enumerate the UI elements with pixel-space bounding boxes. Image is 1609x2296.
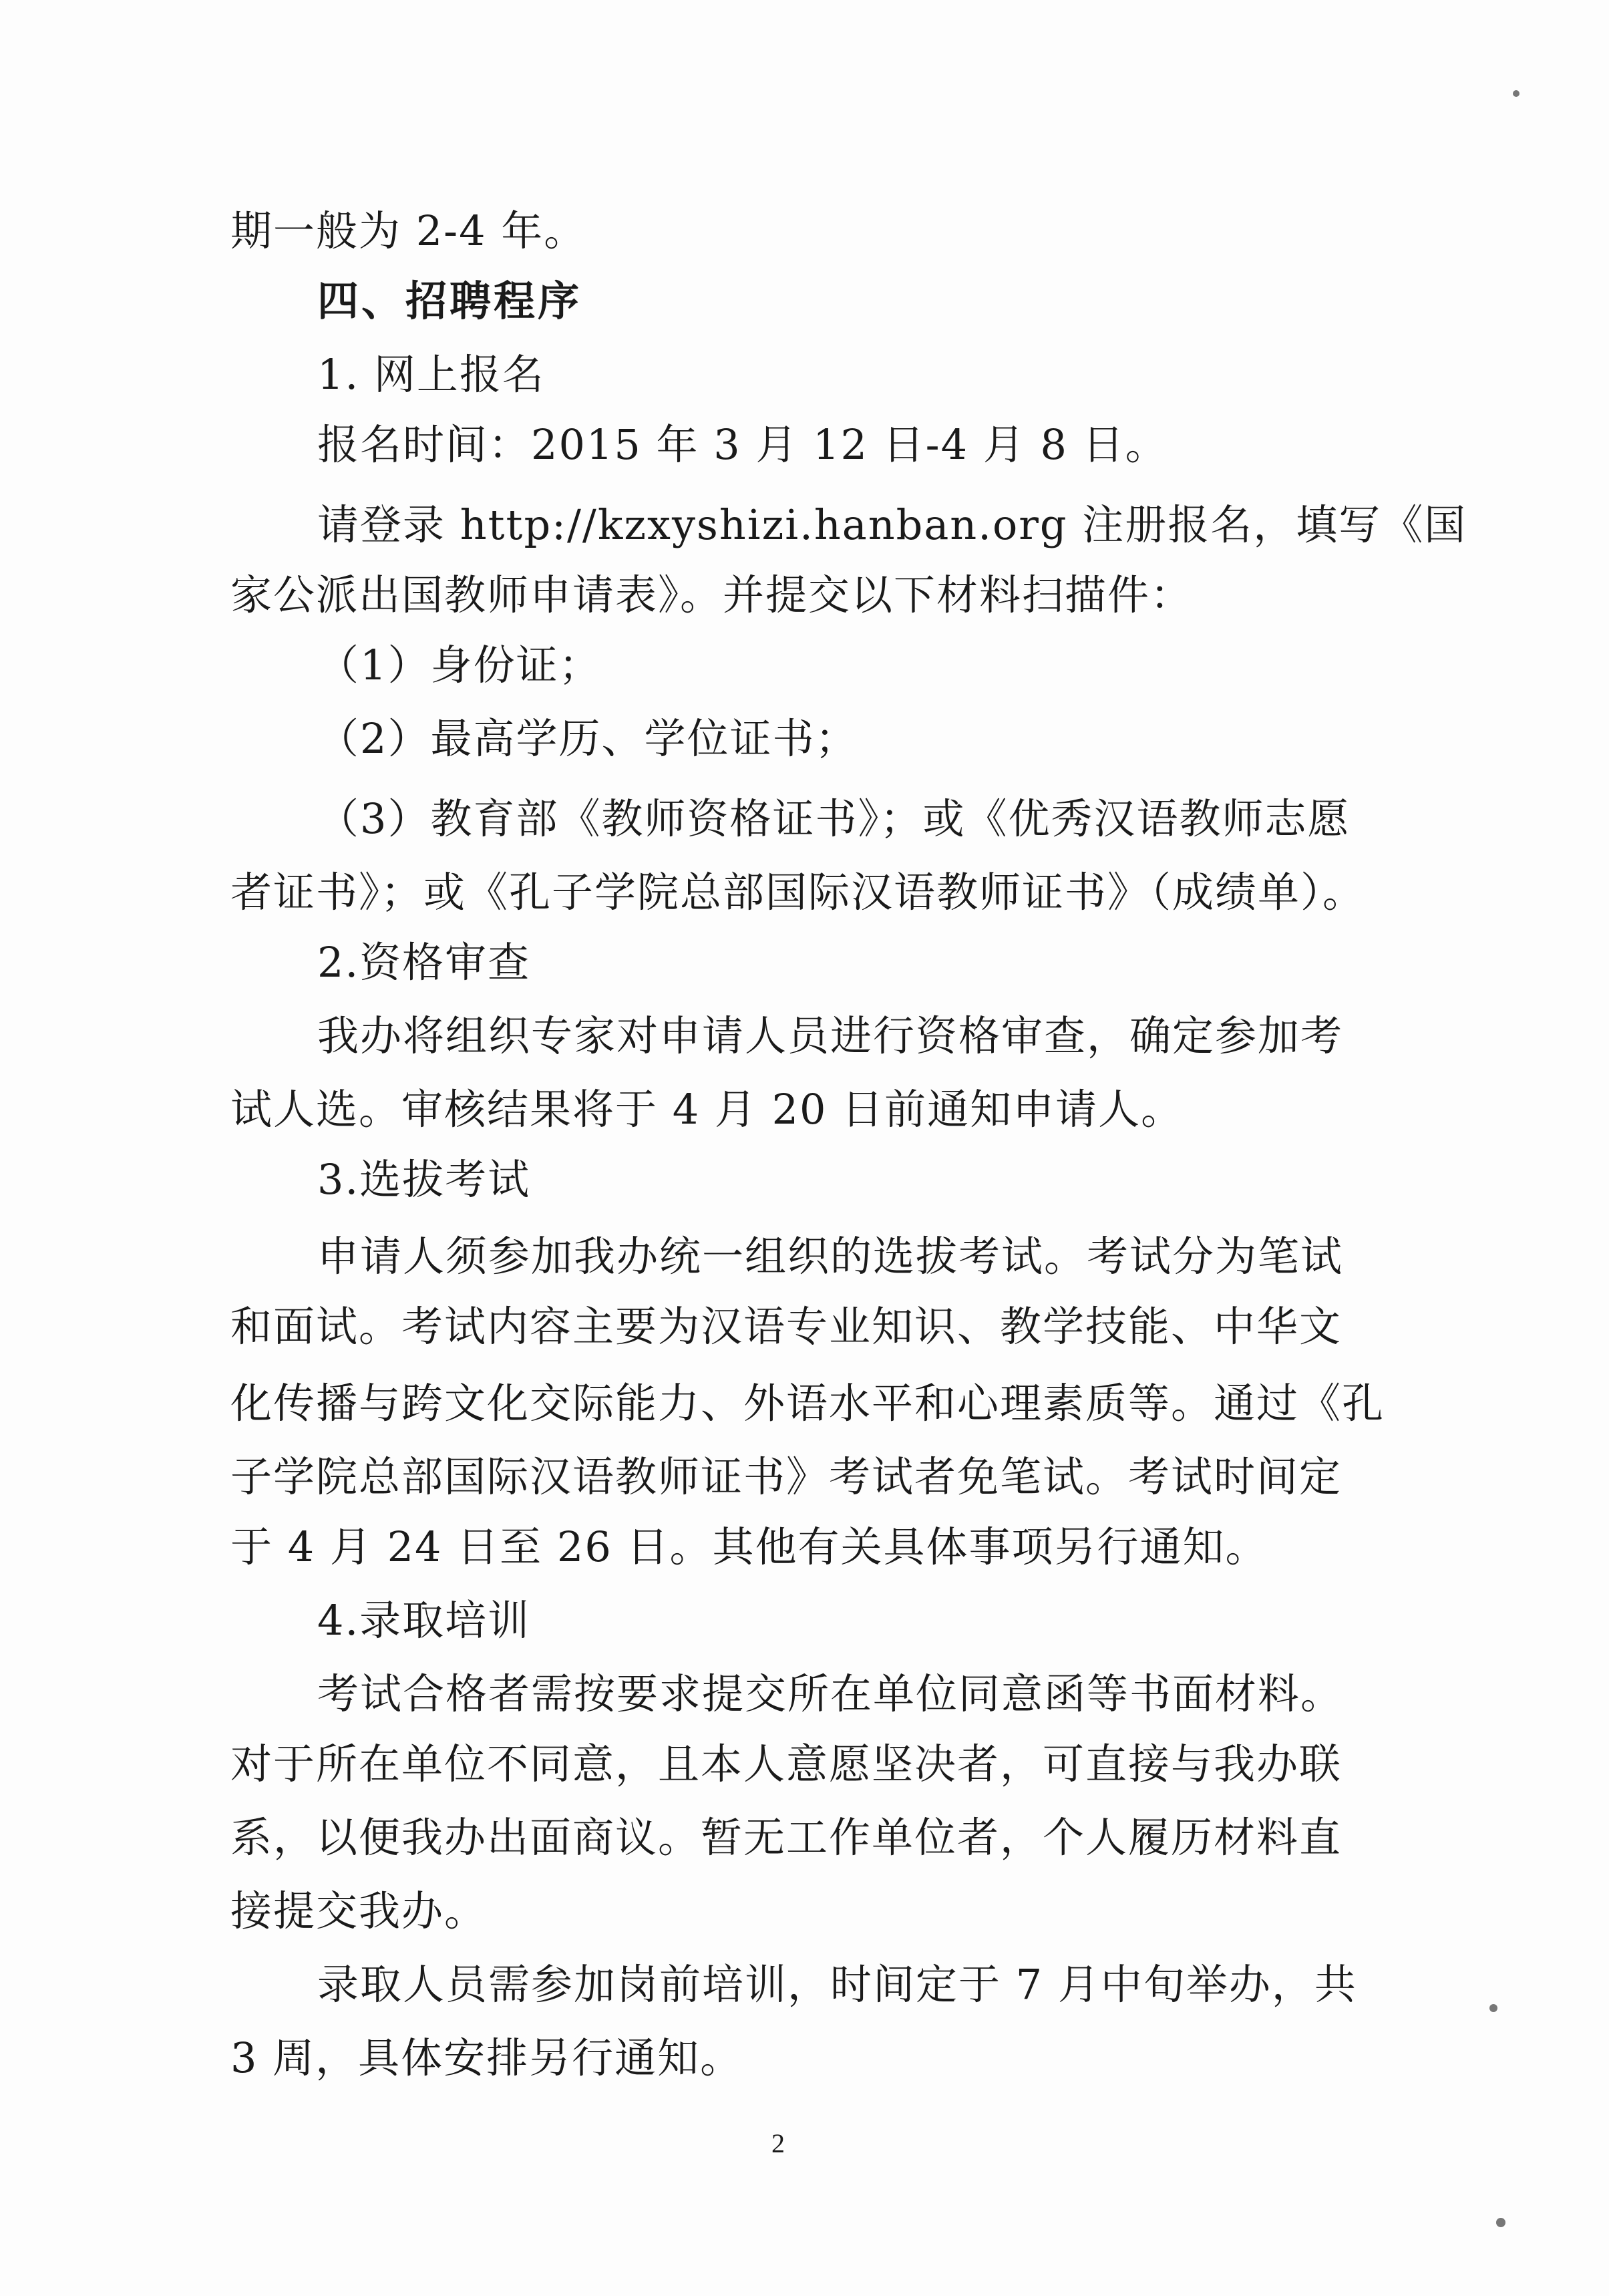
body-text-line: 考试合格者需按要求提交所在单位同意函等书面材料。: [317, 1669, 1344, 1718]
list-item: （3）教育部《教师资格证书》；或《优秀汉语教师志愿: [317, 794, 1351, 843]
body-text-line: 和面试。考试内容主要为汉语专业知识、教学技能、中华文: [230, 1302, 1343, 1351]
body-text-line: 化传播与跨文化交际能力、外语水平和心理素质等。通过《孔: [230, 1379, 1385, 1428]
scan-speck: [1489, 2004, 1497, 2012]
body-text-line: 申请人须参加我办统一组织的选拔考试。考试分为笔试: [317, 1232, 1344, 1281]
body-text-line: 子学院总部国际汉语教师证书》考试者免笔试。考试时间定: [230, 1452, 1343, 1501]
body-text-line: 于 4 月 24 日至 26 日。其他有关具体事项另行通知。: [230, 1522, 1268, 1571]
page-number: 2: [771, 2128, 785, 2158]
list-item-continuation: 者证书》；或《孔子学院总部国际汉语教师证书》（成绩单）。: [230, 868, 1366, 917]
body-text-line: 报名时间：2015 年 3 月 12 日-4 月 8 日。: [317, 420, 1168, 469]
body-text-line: 期一般为 2-4 年。: [230, 206, 587, 255]
body-text-line: 接提交我办。: [230, 1887, 488, 1935]
subsection-heading: 1. 网上报名: [317, 350, 545, 399]
body-text-line: 试人选。审核结果将于 4 月 20 日前通知申请人。: [230, 1085, 1184, 1134]
subsection-heading: 2.资格审查: [317, 938, 531, 987]
body-text-line: 对于所在单位不同意，且本人意愿坚决者，可直接与我办联: [230, 1740, 1343, 1788]
list-item: （2）最高学历、学位证书；: [317, 714, 858, 763]
scan-speck: [1496, 2218, 1505, 2227]
subsection-heading: 4.录取培训: [317, 1596, 531, 1645]
body-text-line: 我办将组织专家对申请人员进行资格审查，确定参加考: [317, 1011, 1344, 1060]
list-item: （1）身份证；: [317, 641, 602, 689]
subsection-heading: 3.选拔考试: [317, 1155, 531, 1204]
body-text-line: 家公派出国教师申请表》。并提交以下材料扫描件：: [230, 570, 1194, 619]
body-text-line: 请登录 http://kzxyshizi.hanban.org 注册报名，填写《国: [317, 500, 1467, 549]
body-text-line: 系，以便我办出面商议。暂无工作单位者，个人履历材料直: [230, 1813, 1343, 1862]
scan-speck: [1513, 90, 1519, 97]
section-heading: 四、招聘程序: [317, 277, 582, 325]
body-text-line: 录取人员需参加岗前培训，时间定于 7 月中旬举办，共: [317, 1960, 1357, 2009]
body-text-line: 3 周，具体安排另行通知。: [230, 2033, 743, 2082]
